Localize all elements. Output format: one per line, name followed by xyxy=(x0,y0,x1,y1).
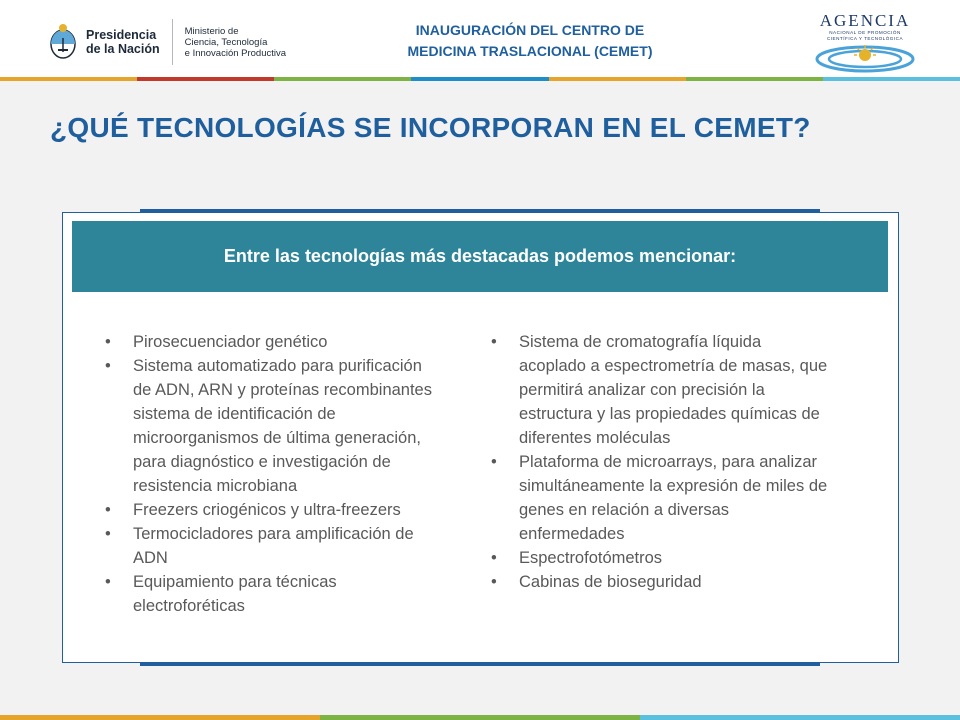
list-item-line: simultáneamente la expresión de miles de xyxy=(519,477,828,495)
list-item xyxy=(491,330,869,450)
ministerio-line: e Innovación Productiva xyxy=(184,47,287,59)
list-item-line: Sistema de cromatografía líquida xyxy=(519,333,762,351)
bullet: • xyxy=(491,573,497,591)
page-title: ¿QUÉ TECNOLOGÍAS SE INCORPORAN EN EL CEMET? xyxy=(50,112,811,143)
list-item-line: Cabinas de bioseguridad xyxy=(519,573,702,591)
list-item-line: permitirá analizar con precisión la xyxy=(519,381,765,399)
list-item-line: acoplado a espectrometría de masas, que xyxy=(519,357,828,375)
list-item-line: estructura y las propiedades químicas de xyxy=(519,405,820,423)
presidencia-text xyxy=(86,28,160,56)
list-item-line: Pirosecuenciador genético xyxy=(133,333,328,351)
bullet: • xyxy=(105,501,111,519)
strip-segment xyxy=(686,77,823,81)
list-item-line: Sistema automatizado para purificación xyxy=(133,357,422,375)
card-header: Entre las tecnologías más destacadas podemos mencionar: xyxy=(72,221,888,292)
strip-segment xyxy=(137,77,274,81)
list-item-line: electroforéticas xyxy=(133,597,245,615)
strip-segment xyxy=(549,77,686,81)
list-item xyxy=(491,450,869,546)
list-item-line: enfermedades xyxy=(519,525,625,543)
list-item-line: genes en relación a diversas xyxy=(519,501,730,519)
bullet: • xyxy=(105,573,111,591)
bullet: • xyxy=(491,453,497,471)
logo-divider xyxy=(172,19,173,65)
agencia-subtitle: NACIONAL DE PROMOCIÓN xyxy=(829,30,901,35)
list-item-line: sistema de identificación de xyxy=(133,405,336,423)
list-item-line: ADN xyxy=(133,549,168,567)
technologies-card xyxy=(62,212,899,663)
strip-segment xyxy=(823,77,960,81)
list-item-line: Equipamiento para técnicas xyxy=(133,573,337,591)
presidencia-line: Presidencia xyxy=(86,28,157,42)
ministerio-text xyxy=(185,26,286,59)
ministerio-line: Ciencia, Tecnología xyxy=(184,36,268,48)
presidencia-line: de la Nación xyxy=(86,42,160,56)
bullet: • xyxy=(491,333,497,351)
bullet: • xyxy=(105,357,111,375)
list-item-line: Plataforma de microarrays, para analizar xyxy=(519,453,818,471)
strip-segment xyxy=(411,77,548,81)
list-item xyxy=(105,498,473,522)
list-item xyxy=(105,522,473,570)
header-color-strip xyxy=(0,77,960,81)
header-title-line: INAUGURACIÓN DEL CENTRO DE xyxy=(415,22,645,38)
header-title xyxy=(380,20,680,62)
right-technology-list xyxy=(491,330,869,594)
agencia-logo xyxy=(810,12,920,78)
left-technology-list xyxy=(105,330,473,618)
strip-segment xyxy=(640,715,960,720)
list-item-line: de ADN, ARN y proteínas recombinantes xyxy=(133,381,432,399)
bullet: • xyxy=(105,525,111,543)
list-item-line: microorganismos de última generación, xyxy=(133,429,421,447)
list-item xyxy=(105,570,473,618)
agencia-subtitle: CIENTÍFICA Y TECNOLÓGICA xyxy=(826,36,904,41)
strip-segment xyxy=(320,715,640,720)
list-item xyxy=(491,546,869,570)
slide-header xyxy=(0,0,960,78)
ministerio-line: Ministerio de xyxy=(184,25,239,37)
list-item xyxy=(105,354,473,498)
list-item-line: Termocicladores para amplificación de xyxy=(133,525,414,543)
list-item xyxy=(105,330,473,354)
header-title-line: MEDICINA TRASLACIONAL (CEMET) xyxy=(407,43,653,59)
sun-emblem-icon xyxy=(813,43,917,73)
card-accent-bottom xyxy=(140,662,820,666)
list-item-line: Freezers criogénicos y ultra-freezers xyxy=(133,501,401,519)
bullet: • xyxy=(491,549,497,567)
footer-color-strip xyxy=(0,715,960,720)
list-item-line: para diagnóstico e investigación de xyxy=(133,453,391,471)
list-item-line: resistencia microbiana xyxy=(133,477,298,495)
strip-segment xyxy=(0,715,320,720)
presidencia-logo xyxy=(48,18,286,66)
coat-of-arms-icon xyxy=(48,22,78,62)
list-item xyxy=(491,570,869,594)
list-item-line: diferentes moléculas xyxy=(519,429,671,447)
strip-segment xyxy=(274,77,411,81)
bullet: • xyxy=(105,333,111,351)
agencia-wordmark: AGENCIA xyxy=(819,11,911,30)
strip-segment xyxy=(0,77,137,81)
list-item-line: Espectrofotómetros xyxy=(519,549,663,567)
